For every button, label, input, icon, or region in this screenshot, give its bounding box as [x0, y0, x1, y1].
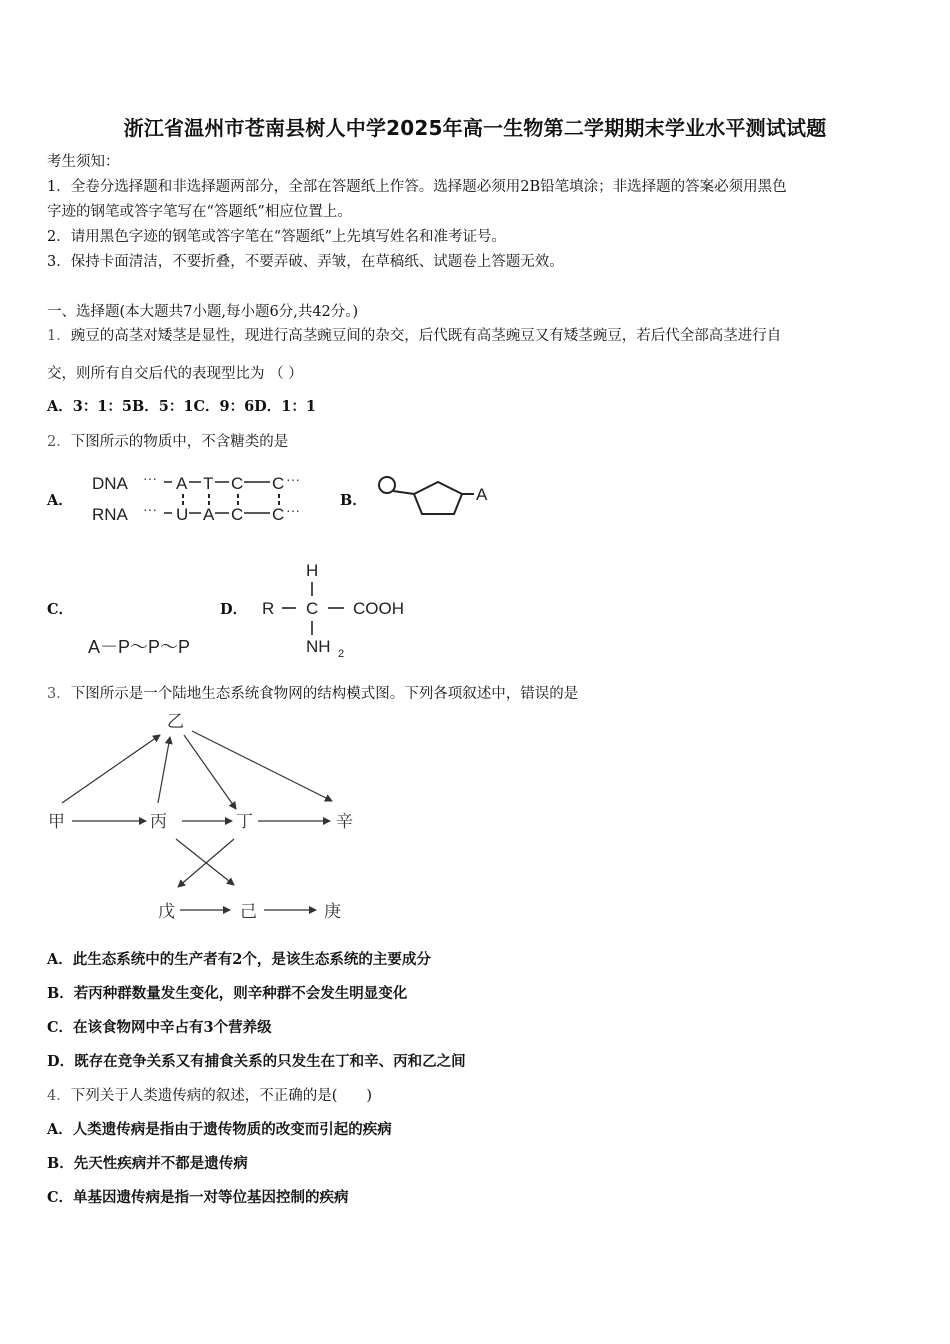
question-1-stem-line-2: 交，则所有自交后代的表现型比为 （ ） [47, 366, 303, 382]
question-2-number: 2． [47, 434, 71, 450]
phosphate-circle [379, 477, 395, 493]
nucleotide-base: A [476, 485, 488, 504]
dna-rna-diagram [88, 465, 328, 525]
aa-h: H [306, 561, 319, 580]
aa-cooh: COOH [353, 599, 404, 618]
node-jia: 甲 [48, 812, 65, 832]
rna-dots: ··· [143, 501, 157, 517]
question-2-option-c-label: C． [47, 601, 74, 618]
dna-base-3: C [231, 474, 244, 493]
aa-r: R [262, 599, 275, 618]
node-geng: 庚 [324, 902, 341, 922]
atp-formula: A－P～P～P [88, 637, 191, 657]
base-pair-ticks [183, 494, 279, 505]
question-3-number: 3． [47, 686, 71, 702]
rna-tail-dots: ··· [286, 502, 300, 518]
node-xin: 辛 [336, 812, 353, 832]
notice-item-3: 3．保持卡面清洁，不要折叠，不要弄破、弄皱，在草稿纸、试题卷上答题无效。 [47, 254, 564, 270]
question-4-option-c: C．单基因遗传病是指一对等位基因控制的疾病 [47, 1189, 349, 1206]
food-web-arrows [62, 731, 332, 910]
question-1 [47, 326, 781, 346]
question-3-stem: 下图所示是一个陆地生态系统食物网的结构模式图。下列各项叙述中，错误的是 [70, 686, 579, 702]
notice-item-1-line-2: 字迹的钢笔或答字笔写在“答题纸”相应位置上。 [47, 204, 352, 220]
arrow-ding-wu [178, 839, 234, 887]
aa-nh: NH [306, 637, 331, 656]
aa-subscript: 2 [338, 648, 345, 660]
nucleotide-diagram [372, 470, 497, 520]
question-1-number: 1． [47, 328, 71, 344]
arrow-jia-yi [62, 735, 160, 803]
question-4-number: 4． [47, 1088, 71, 1104]
question-2-stem: 下图所示的物质中，不含糖类的是 [70, 434, 289, 450]
arrow-yi-ding [184, 735, 236, 809]
question-3-option-c: C．在该食物网中辛占有3个营养级 [47, 1019, 272, 1036]
node-yi: 乙 [167, 712, 184, 732]
node-wu: 戊 [158, 902, 175, 922]
question-3 [47, 684, 578, 704]
arrow-yi-xin [192, 731, 332, 801]
question-4-option-b: B．先天性疾病并不都是遗传病 [47, 1155, 248, 1172]
notice-item-2: 2．请用黑色字迹的钢笔或答字笔在“答题纸”上先填写姓名和准考证号。 [47, 229, 507, 245]
question-2-option-b-label: B． [340, 492, 367, 509]
question-2-option-a-label: A． [47, 492, 73, 509]
question-1-stem-line-1: 豌豆的高茎对矮茎是显性，现进行高茎豌豆间的杂交，后代既有高茎豌豆又有矮茎豌豆，若后代全部高茎进行自 [70, 328, 782, 344]
rna-base-1: U [176, 505, 189, 524]
phosphate-bond [393, 491, 414, 494]
rna-base-4: C [272, 505, 285, 524]
question-2-option-d-label: D． [220, 601, 248, 618]
node-bing: 丙 [150, 812, 167, 832]
page-title: 浙江省温州市苍南县树人中学2025年高一生物第二学期期末学业水平测试试题 [123, 116, 827, 140]
pentose-ring [414, 482, 462, 514]
question-1-options: A．3：1：5B．5：1C．9：6D．1：1 [47, 398, 316, 415]
node-ding: 丁 [236, 812, 253, 832]
question-3-option-b: B．若丙种群数量发生变化，则辛种群不会发生明显变化 [47, 985, 408, 1002]
dna-label: DNA [92, 474, 128, 493]
aa-c: C [306, 599, 319, 618]
notice-item-1-line-1: 1．全卷分选择题和非选择题两部分，全部在答题纸上作答。选择题必须用2B铅笔填涂；非选择题的答案必须用黑色 [47, 179, 787, 195]
dna-base-2: T [203, 474, 214, 493]
question-3-option-a: A．此生态系统中的生产者有2个，是该生态系统的主要成分 [47, 951, 431, 968]
dna-dots: ··· [143, 470, 157, 486]
question-4-stem: 下列关于人类遗传病的叙述，不正确的是( ) [70, 1088, 373, 1104]
rna-base-3: C [231, 505, 244, 524]
rna-label: RNA [92, 505, 128, 524]
question-3-option-d: D．既存在竞争关系又有捕食关系的只发生在丁和辛、丙和乙之间 [47, 1053, 466, 1070]
question-4-option-a: A．人类遗传病是指由于遗传物质的改变而引起的疾病 [47, 1121, 392, 1138]
notice-heading: 考生须知： [47, 154, 120, 170]
section-heading: 一、选择题(本大题共7小题,每小题6分,共42分。) [47, 304, 359, 320]
rna-base-2: A [203, 505, 215, 524]
amino-acid-diagram [256, 555, 436, 663]
dna-tail-dots: ··· [286, 471, 300, 487]
node-ji: 己 [240, 902, 257, 922]
food-web-diagram [40, 705, 380, 930]
arrow-bing-yi [158, 737, 170, 803]
question-2 [47, 432, 288, 452]
dna-base-4: C [272, 474, 285, 493]
question-4 [47, 1086, 372, 1106]
dna-base-1: A [176, 474, 188, 493]
